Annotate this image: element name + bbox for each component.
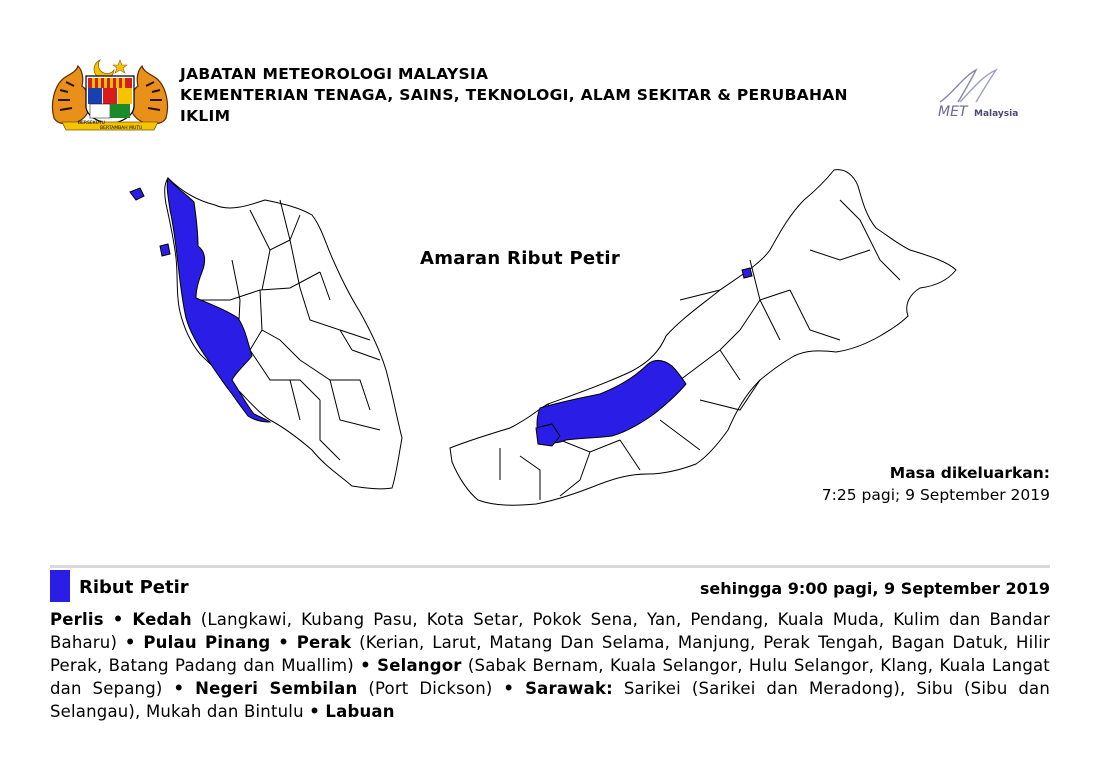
bullet-separator: • bbox=[360, 656, 371, 675]
area-state: Selangor bbox=[377, 656, 462, 675]
area-detail: (Sabak Bernam, Kuala Selangor, Hulu Selangor, Klang, Kuala Langat dan Sepang) bbox=[50, 656, 1050, 698]
area-detail: (Port Dickson) bbox=[368, 679, 493, 698]
bullet-separator: • bbox=[124, 633, 136, 652]
section-divider bbox=[50, 565, 1050, 568]
east-malaysia bbox=[450, 170, 956, 506]
area-state: Pulau Pinang bbox=[143, 633, 271, 652]
area-state: Perlis bbox=[50, 610, 104, 629]
labuan-island bbox=[742, 268, 752, 278]
peninsular-malaysia bbox=[130, 178, 402, 489]
bullet-separator: • bbox=[173, 679, 185, 698]
ministry-name-line1: KEMENTERIAN TENAGA, SAINS, TEKNOLOGI, ALAM SEKITAR & PERUBAHAN bbox=[180, 86, 848, 104]
area-detail: Sarikei (Sarikei dan Meradong), Sibu (Sibu dan Selangau), Mukah dan Bintulu bbox=[50, 679, 1051, 721]
logo-malaysia-text: Malaysia bbox=[974, 109, 1019, 119]
valid-until: sehingga 9:00 pagi, 9 September 2019 bbox=[699, 579, 1050, 598]
bullet-separator: • bbox=[278, 633, 289, 652]
met-malaysia-logo bbox=[934, 68, 1050, 120]
area-state: Sarawak: bbox=[525, 679, 613, 698]
legend-label: Ribut Petir bbox=[79, 577, 189, 598]
area-state: Kedah bbox=[132, 610, 192, 629]
issued-label: Masa dikeluarkan: bbox=[889, 464, 1050, 482]
ministry-name-line2: IKLIM bbox=[180, 107, 231, 125]
area-detail: (Langkawi, Kubang Pasu, Kota Setar, Pokok Sena, Yan, Pendang, Kuala Muda, Kulim dan Bandar Baharu) bbox=[50, 610, 1050, 652]
penang-island bbox=[160, 244, 170, 256]
legend-swatch bbox=[50, 570, 70, 602]
issued-time-block bbox=[822, 462, 1050, 506]
langkawi-island bbox=[130, 188, 144, 200]
logo-met-text: MET bbox=[938, 104, 968, 120]
area-state: Labuan bbox=[325, 702, 395, 721]
area-state: Perak bbox=[296, 633, 352, 652]
area-detail: (Kerian, Larut, Matang Dan Selama, Manjung, Perak Tengah, Bagan Datuk, Hilir Perak, Batang Padang dan Muallim) bbox=[50, 633, 1050, 675]
issued-time: 7:25 pagi; 9 September 2019 bbox=[821, 486, 1050, 504]
east-malaysia-outline bbox=[450, 170, 956, 506]
crest-motto-2: BERTAMBAH MUTU bbox=[100, 126, 143, 131]
bullet-separator: • bbox=[112, 610, 124, 629]
affected-areas bbox=[50, 608, 1050, 723]
area-state: Negeri Sembilan bbox=[195, 679, 358, 698]
coat-of-arms-logo bbox=[48, 56, 172, 132]
map-title: Amaran Ribut Petir bbox=[420, 248, 620, 269]
crest-motto-1: BERSEKUTU bbox=[78, 121, 105, 126]
bullet-separator: • bbox=[503, 679, 515, 698]
agency-header bbox=[180, 64, 920, 127]
agency-name: JABATAN METEOROLOGI MALAYSIA bbox=[180, 65, 489, 83]
bullet-separator: • bbox=[309, 702, 320, 721]
